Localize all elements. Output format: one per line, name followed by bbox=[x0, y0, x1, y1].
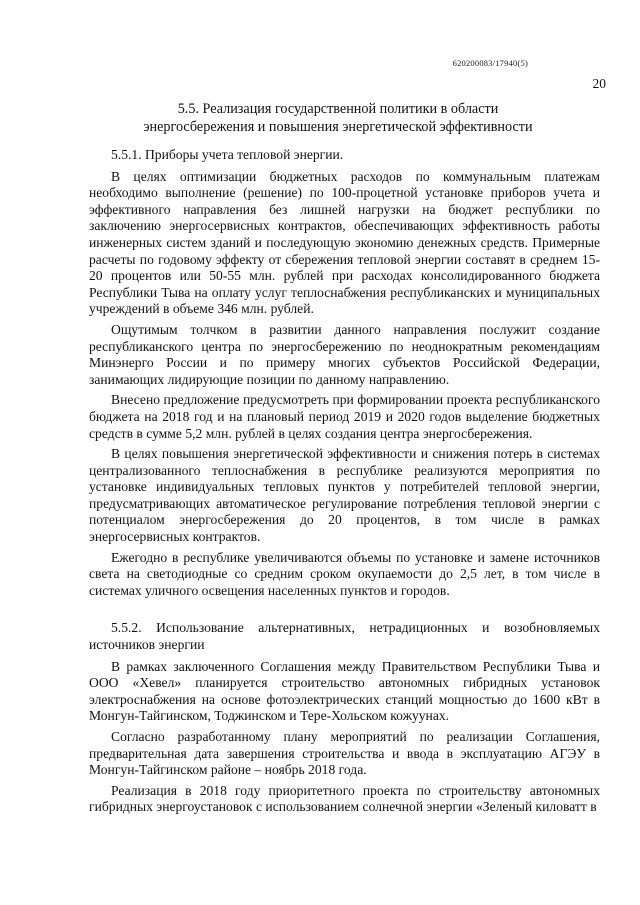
paragraph: В целях повышения энергетической эффективности и снижения потерь в системах централизованного теплоснабжения в республике реализуются мероприятия по установке индивидуальных тепловых пунктов у потребителей тепловой энергии, предусматривающих автоматическое регулирование потребления тепловой энергии с потенциалом энергосбережения до 20 процентов, в том числе в рамках энергосервисных контрактов. bbox=[89, 446, 600, 545]
paragraph: В целях оптимизации бюджетных расходов по коммунальным платежам необходимо выполнение (решение) по 100-процетной установке приборов учета и эффективного направления без лишней нагрузки на бюджет республики по заключению энергосервисных контрактов, обеспечивающих эффективность работы инженерных систем зданий и последующую экономию денежных средств. Примерные расчеты по годовому эффекту от сбережения тепловой энергии составят в среднем 15-20 процентов или 50-55 млн. рублей при расходах консолидированного бюджета Республики Тыва на оплату услуг теплоснабжения республиканских и муниципальных учреждений в объеме 346 млн. рублей. bbox=[89, 168, 600, 317]
section-title-line-2: энергосбережения и повышения энергетической эффективности bbox=[143, 118, 533, 135]
subsection-title: 5.5.2. Использование альтернативных, нетрадиционных и возобновляемых источников энергии bbox=[89, 620, 600, 653]
paragraph: Ежегодно в республике увеличиваются объемы по установке и замене источников света на светодиодные со средним сроком окупаемости до 2,5 лет, в том числе в системах уличного освещения населенных пунктов и городов. bbox=[89, 549, 600, 598]
paragraph: Согласно разработанному плану мероприятий по реализации Соглашения, предварительная дата завершения строительства и ввода в эксплуатацию АГЭУ в Монгун-Тайгинском районе – ноябрь 2018 года. bbox=[89, 729, 600, 778]
subsection-title: 5.5.1. Приборы учета тепловой энергии. bbox=[111, 147, 344, 162]
section-title bbox=[88, 101, 588, 136]
paragraph: Ощутимым толчком в развитии данного направления послужит создание республиканского центра по энергосбережению по неоднократным рекомендациям Минэнерго России и по примеру многих субъектов Российской Федерации, занимающих лидирующие позиции по данному направлению. bbox=[89, 321, 600, 387]
document-code: 620200083/17940(5) bbox=[452, 58, 528, 68]
page-number: 20 bbox=[592, 76, 606, 91]
section-gap bbox=[89, 603, 600, 620]
paragraph: В рамках заключенного Соглашения между Правительством Республики Тыва и ООО «Хевел» планируется строительство автономных гибридных установок электроснабжения на основе фотоэлектрических станций мощностью до 1600 кВт в Монгун-Тайгинском, Тоджинском и Тере-Хольском кожуунах. bbox=[89, 658, 600, 724]
paragraph: Внесено предложение предусмотреть при формировании проекта республиканского бюджета на 2018 год и на плановый период 2019 и 2020 годов выделение бюджетных средств в сумме 5,2 млн. рублей в целях создания центра энергосбережения. bbox=[89, 392, 600, 441]
paragraph: Реализация в 2018 году приоритетного проекта по строительству автономных гибридных энергоустановок с использованием солнечной энергии «Зеленый киловатт в bbox=[89, 782, 600, 815]
section-title-line-1: 5.5. Реализация государственной политики в области bbox=[177, 101, 499, 117]
document-body bbox=[89, 147, 600, 820]
